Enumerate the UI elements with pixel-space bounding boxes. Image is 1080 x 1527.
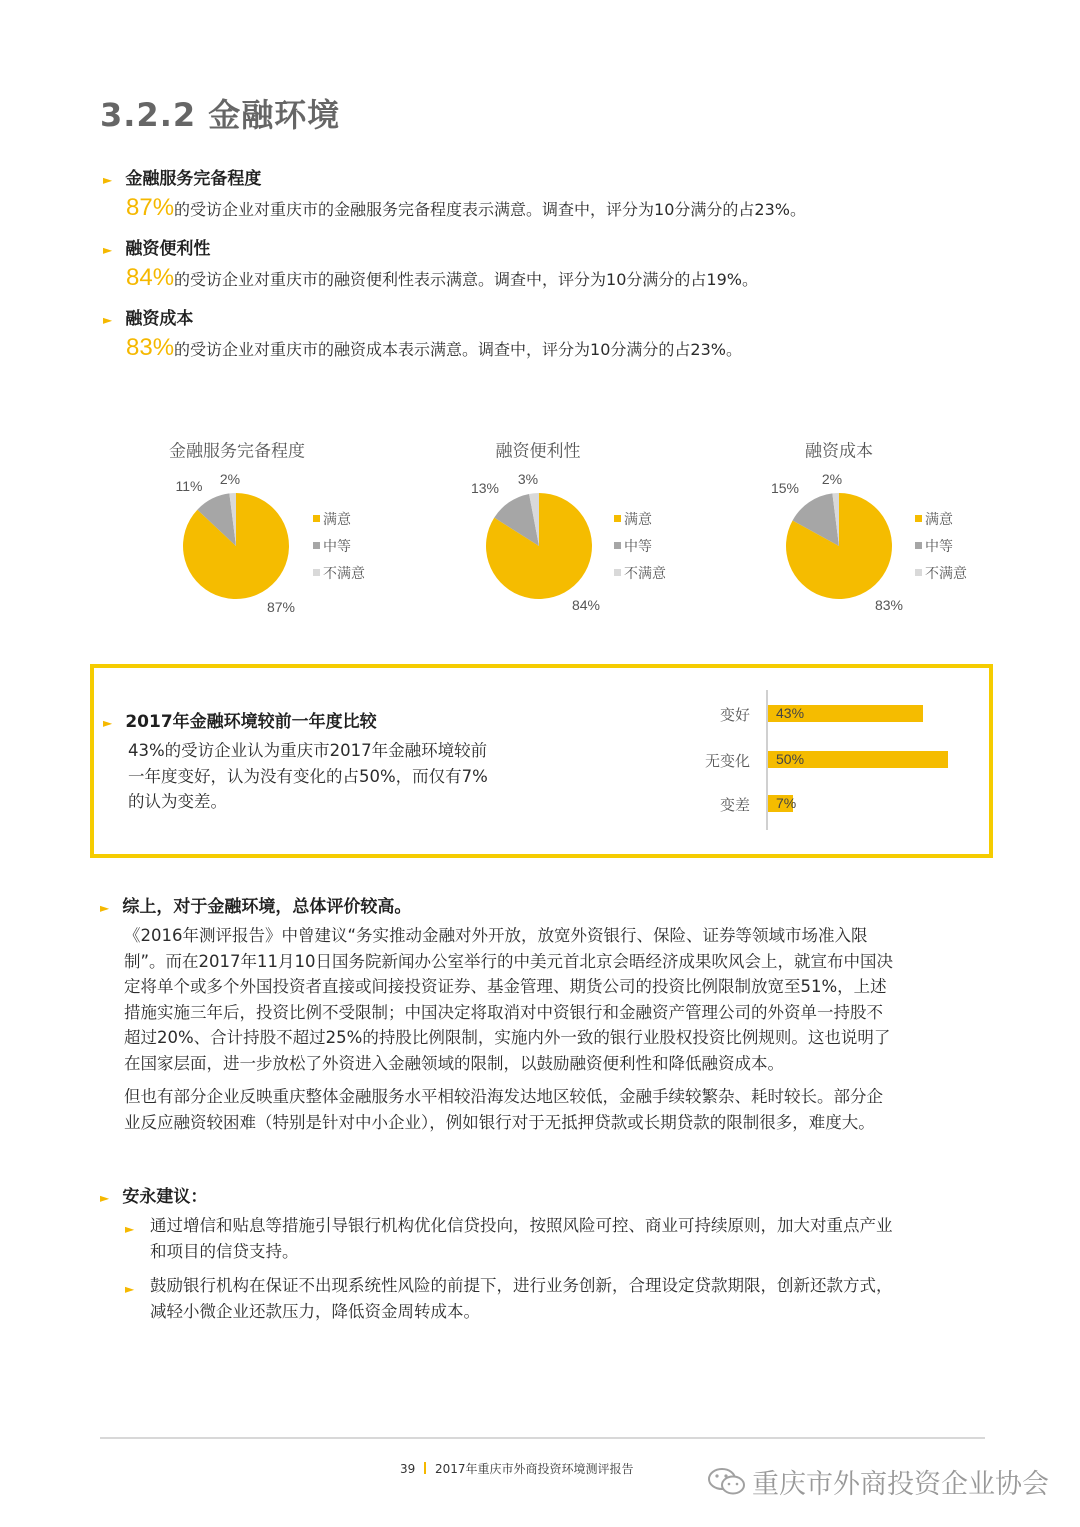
summary-paragraph-1 [124, 923, 893, 1076]
text-line: 措施实施三年后，投资比例不受限制；中国决定将取消对中资银行和金融资产管理公司的外资单一持股不 [124, 1002, 883, 1022]
text-line: 和项目的信贷支持。 [150, 1241, 299, 1261]
bar-value-label: 43% [776, 705, 805, 721]
footer-label [400, 1460, 633, 1477]
legend-label: 中等 [925, 538, 953, 555]
pie-value-label: 2% [219, 471, 241, 487]
bullet-triangle-icon: ► [100, 901, 110, 915]
legend-item [915, 559, 967, 586]
pie-chart [784, 491, 894, 601]
advice-item-2 [150, 1273, 893, 1324]
bar-value-label: 50% [776, 751, 805, 767]
watermark-text: 重庆市外商投资企业协会 [752, 1469, 1049, 1500]
page-number: 39 [400, 1462, 416, 1476]
legend-item [915, 505, 967, 532]
text-line: 鼓励银行机构在保证不出现系统性风险的前提下，进行业务创新，合理设定贷款期限，创新还款方式， [150, 1276, 893, 1295]
legend-item [313, 505, 365, 532]
pie-value-label: 3% [517, 471, 539, 487]
item-1-text [126, 194, 806, 222]
legend-item [614, 532, 666, 559]
text-line: 通过增信和贴息等措施引导银行机构优化信贷投向，按照风险可控、商业可持续原则，加大对重点产业 [150, 1216, 893, 1235]
advice-bullet-icon-2 [125, 1278, 134, 1297]
advice-item-1 [150, 1213, 893, 1264]
legend-item [614, 505, 666, 532]
pie-value-label: 11% [175, 478, 203, 494]
legend-label: 满意 [925, 511, 953, 528]
pie-value-label: 83% [874, 597, 904, 613]
legend-label: 不满意 [925, 565, 967, 582]
comparison-text [128, 738, 488, 815]
legend-swatch [915, 542, 922, 549]
bullet-triangle-icon: ► [103, 313, 113, 327]
legend-swatch [614, 542, 621, 549]
pie-value-label: 84% [571, 597, 601, 613]
section-title: 3.2.2 金融环境 [100, 96, 341, 134]
footer-separator [424, 1462, 426, 1474]
text-line: 在国家层面，进一步放松了外资进入金融领域的限制，以鼓励融资便利性和降低融资成本。 [124, 1053, 784, 1073]
pie-title: 金融服务完备程度 [169, 441, 305, 462]
text-line: 定将单个或多个外国投资者直接或间接投资证券、基金管理、期货公司的投资比例限制放宽至51%，上述 [124, 977, 887, 996]
footer-divider [100, 1437, 985, 1439]
text-line: 一年度变好，认为没有变化的占50%，而仅有7% [128, 766, 488, 786]
bullet-triangle-icon: ► [125, 1222, 135, 1236]
item-pct: 84% [126, 264, 175, 291]
item-3-heading-row [103, 304, 193, 329]
legend-swatch [915, 515, 922, 522]
summary-heading-row [100, 892, 411, 917]
pie-legend [313, 505, 365, 586]
item-heading: 金融服务完备程度 [125, 169, 262, 189]
pie-value-label: 13% [470, 480, 500, 496]
text-line: 《2016年测评报告》中曾建议“务实推动金融对外开放，放宽外资银行、保险、证券等领域市场准入限 [124, 926, 868, 945]
legend-swatch [313, 515, 320, 522]
legend-item [313, 559, 365, 586]
bar [768, 751, 948, 768]
text-line: 超过20%、合计持股不超过25%的持股比例限制，实施内外一致的银行业股权投资比例规则。这也说明了 [124, 1028, 891, 1047]
pie-value-label: 15% [770, 480, 800, 496]
pie-value-label: 87% [266, 599, 296, 615]
item-pct: 87% [126, 194, 175, 221]
advice-heading-row [100, 1182, 207, 1207]
bar-category-label: 变差 [719, 796, 750, 814]
legend-label: 不满意 [323, 565, 365, 582]
text-line: 减轻小微企业还款压力，降低资金周转成本。 [150, 1301, 480, 1321]
advice-heading: 安永建议： [122, 1187, 208, 1207]
pie-legend [614, 505, 666, 586]
pie-value-label: 2% [821, 471, 843, 487]
advice-bullet-icon-1 [125, 1218, 134, 1237]
item-desc: 的受访企业对重庆市的金融服务完备程度表示满意。调查中，评分为10分满分的占23%。 [174, 200, 806, 219]
item-pct: 83% [126, 334, 175, 361]
legend-label: 中等 [323, 538, 351, 555]
item-heading: 融资便利性 [125, 239, 211, 259]
report-name: 2017年重庆市外商投资环境测评报告 [434, 1462, 634, 1476]
legend-swatch [915, 569, 922, 576]
bar [768, 795, 797, 812]
text-line: 但也有部分企业反映重庆整体金融服务水平相较沿海发达地区较低，金融手续较繁杂、耗时较长。部分企 [124, 1087, 883, 1106]
bar-value-label: 7% [776, 795, 797, 811]
text-line: 的认为变差。 [128, 792, 227, 811]
watermark [706, 1462, 1049, 1501]
bar [768, 705, 923, 722]
legend-label: 满意 [323, 511, 351, 528]
bullet-triangle-icon: ► [125, 1282, 135, 1296]
legend-item [614, 559, 666, 586]
item-desc: 的受访企业对重庆市的融资便利性表示满意。调查中，评分为10分满分的占19%。 [174, 270, 758, 289]
wechat-icon [706, 1466, 748, 1498]
text-line: 43%的受访企业认为重庆市2017年金融环境较前 [128, 741, 488, 760]
bullet-triangle-icon: ► [103, 243, 113, 257]
item-2-heading-row [103, 234, 210, 259]
bullet-triangle-icon: ► [100, 1191, 110, 1205]
legend-label: 中等 [624, 538, 652, 555]
bullet-triangle-icon: ► [103, 173, 113, 187]
pie-chart [484, 491, 594, 601]
legend-label: 满意 [624, 511, 652, 528]
summary-paragraph-2 [124, 1084, 883, 1135]
item-2-text [126, 264, 758, 292]
legend-swatch [614, 515, 621, 522]
legend-swatch [313, 569, 320, 576]
legend-swatch [313, 542, 320, 549]
legend-swatch [614, 569, 621, 576]
text-line: 制”。而在2017年11月10日国务院新闻办公室举行的中美元首北京会晤经济成果吹风会上，就宣布中国决 [124, 951, 894, 971]
text-line: 业反应融资较困难（特别是针对中小企业），例如银行对于无抵押贷款或长期贷款的限制很多，难度大。 [124, 1112, 875, 1132]
legend-label: 不满意 [624, 565, 666, 582]
item-desc: 的受访企业对重庆市的融资成本表示满意。调查中，评分为10分满分的占23%。 [174, 340, 742, 359]
bullet-triangle-icon: ► [103, 716, 113, 730]
legend-item [915, 532, 967, 559]
item-3-text [126, 334, 742, 362]
item-1-heading-row [103, 164, 261, 189]
bar-category-label: 变好 [719, 706, 750, 724]
item-heading: 融资成本 [125, 309, 194, 329]
pie-title: 融资便利性 [495, 441, 581, 462]
bar-category-label: 无变化 [704, 752, 750, 770]
comparison-heading: 2017年金融环境较前一年度比较 [125, 712, 377, 732]
legend-item [313, 532, 365, 559]
pie-legend [915, 505, 967, 586]
pie-title: 融资成本 [805, 441, 873, 462]
comparison-heading-row [103, 707, 377, 732]
pie-chart [181, 491, 291, 601]
summary-heading: 综上，对于金融环境，总体评价较高。 [122, 897, 412, 917]
